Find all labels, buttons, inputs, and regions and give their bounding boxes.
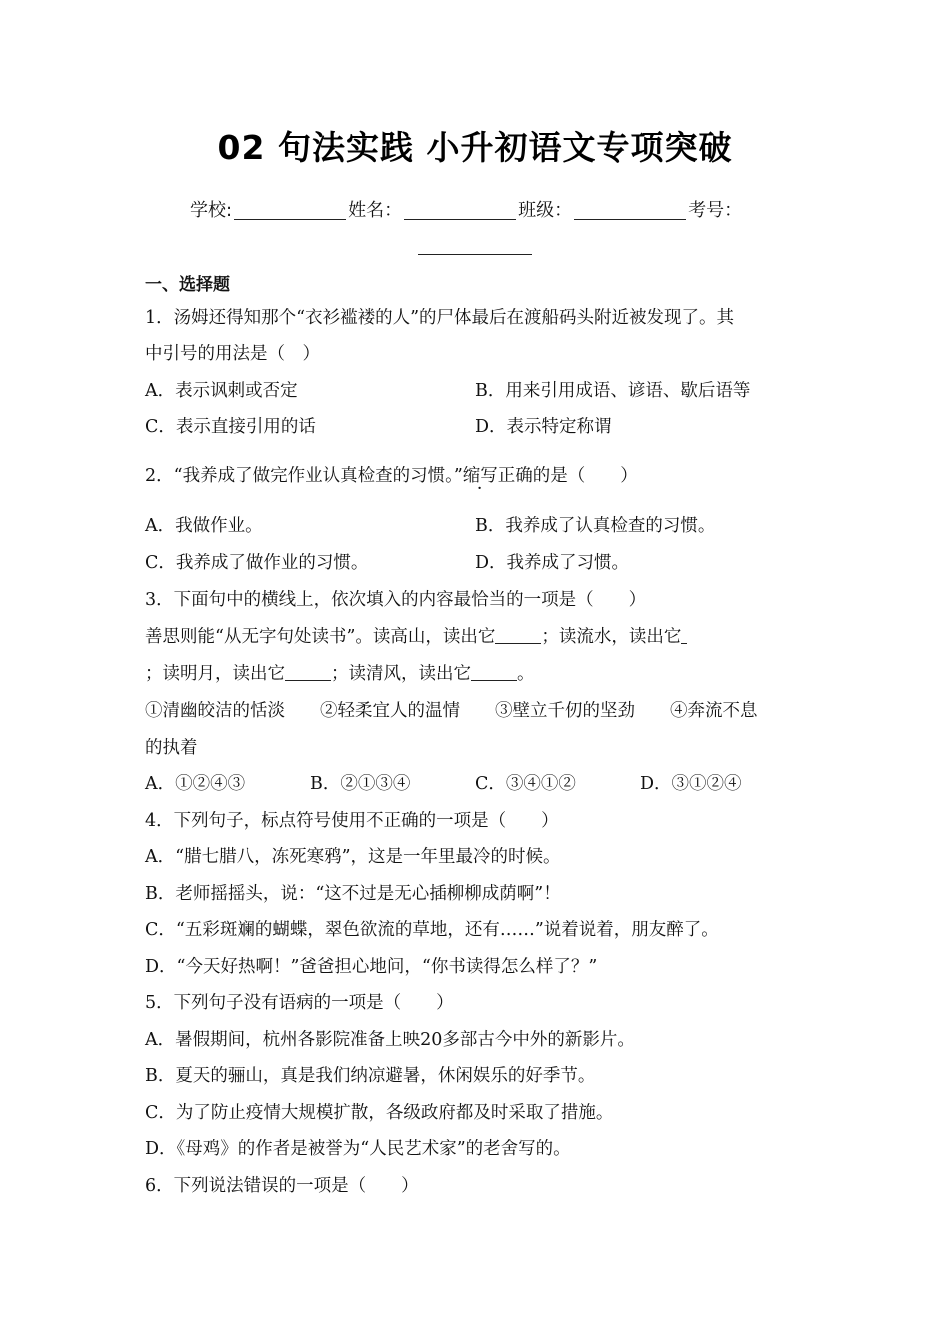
q1-option-d[interactable]: D．表示特定称谓 bbox=[475, 417, 612, 437]
class-blank[interactable] bbox=[574, 201, 686, 220]
q2-option-c[interactable]: C．我养成了做作业的习惯。 bbox=[145, 553, 369, 573]
section-heading: 一、选择题 bbox=[145, 275, 230, 295]
q2-option-d[interactable]: D．我养成了习惯。 bbox=[475, 553, 630, 573]
q3-option-a[interactable]: A．①②④③ bbox=[145, 774, 246, 794]
q4-option-b[interactable]: B．老师摇摇头，说：“这不过是无心插柳柳成荫啊”！ bbox=[145, 884, 561, 904]
q2-stem bbox=[145, 465, 638, 487]
q3-text: 善思则能“从无字句处读书”。读高山，读出它 bbox=[145, 627, 496, 647]
q3-stem-line2 bbox=[145, 626, 687, 648]
q5-option-a[interactable]: A．暑假期间，杭州各影院准备上映20多部古今中外的新影片。 bbox=[145, 1030, 635, 1050]
q1-option-c[interactable]: C．表示直接引用的话 bbox=[145, 417, 316, 437]
q1-option-b[interactable]: B．用来引用成语、谚语、歇后语等 bbox=[475, 381, 751, 401]
q1-option-a[interactable]: A．表示讽刺或否定 bbox=[145, 381, 298, 401]
q2-stem-emphasis: 缩写 bbox=[462, 466, 498, 486]
q3-option-d[interactable]: D．③①②④ bbox=[640, 774, 742, 794]
q5-stem: 5．下列句子没有语病的一项是（ ） bbox=[145, 993, 454, 1013]
q2-option-b[interactable]: B．我养成了认真检查的习惯。 bbox=[475, 516, 716, 536]
number-label: 考号： bbox=[688, 200, 743, 221]
page-title: 02 句法实践 小升初语文专项突破 bbox=[217, 128, 733, 167]
q3-text: 。 bbox=[517, 664, 535, 684]
q4-option-c[interactable]: C．“五彩斑斓的蝴蝶，翠色欲流的草地，还有……”说着说着，朋友醉了。 bbox=[145, 920, 719, 940]
q3-text: ；读明月，读出它 bbox=[145, 664, 285, 684]
q3-blank-2[interactable] bbox=[681, 627, 687, 644]
q3-choices-line2: 的执着 bbox=[145, 738, 198, 758]
student-info-line bbox=[190, 196, 790, 222]
q3-option-b[interactable]: B．②①③④ bbox=[310, 774, 411, 794]
school-blank[interactable] bbox=[234, 201, 346, 220]
q4-option-d[interactable]: D．“今天好热啊！”爸爸担心地问，“你书读得怎么样了？” bbox=[145, 957, 598, 977]
q2-stem-post: 正确的是（ ） bbox=[497, 466, 638, 486]
q3-text: ；读流水，读出它 bbox=[541, 627, 682, 647]
q5-option-c[interactable]: C．为了防止疫情大规模扩散，各级政府都及时采取了措施。 bbox=[145, 1103, 614, 1123]
q1-stem-line2: 中引号的用法是（ ） bbox=[145, 344, 320, 364]
q5-option-b[interactable]: B．夏天的骊山，真是我们纳凉避暑，休闲娱乐的好季节。 bbox=[145, 1066, 596, 1086]
q3-option-c[interactable]: C．③④①② bbox=[475, 774, 576, 794]
q2-option-a[interactable]: A．我做作业。 bbox=[145, 516, 263, 536]
number-blank[interactable] bbox=[418, 236, 532, 255]
name-blank[interactable] bbox=[404, 201, 516, 220]
q5-option-d[interactable]: D．《母鸡》的作者是被誉为“人民艺术家”的老舍写的。 bbox=[145, 1139, 571, 1159]
q3-text: ；读清风，读出它 bbox=[331, 664, 471, 684]
q3-stem-line1: 3．下面句中的横线上，依次填入的内容最恰当的一项是（ ） bbox=[145, 590, 647, 610]
q4-stem: 4．下列句子，标点符号使用不正确的一项是（ ） bbox=[145, 811, 559, 831]
q6-stem: 6．下列说法错误的一项是（ ） bbox=[145, 1176, 419, 1196]
class-label: 班级： bbox=[518, 200, 573, 221]
q2-stem-pre: 2．“我养成了做完作业认真检查的习惯。” bbox=[145, 466, 463, 486]
q3-choices-line: ①清幽皎洁的恬淡 ②轻柔宜人的温情 ③壁立千仞的坚劲 ④奔流不息 bbox=[145, 701, 758, 721]
q3-stem-line3 bbox=[145, 663, 535, 685]
q3-blank-3[interactable] bbox=[285, 664, 331, 681]
q3-blank-4[interactable] bbox=[471, 664, 517, 681]
school-label: 学校: bbox=[190, 200, 233, 221]
q1-stem-line1: 1．汤姆还得知那个“衣衫褴褛的人”的尸体最后在渡船码头附近被发现了。其 bbox=[145, 308, 735, 328]
q4-option-a[interactable]: A．“腊七腊八，冻死寒鸦”，这是一年里最冷的时候。 bbox=[145, 847, 561, 867]
name-label: 姓名： bbox=[348, 200, 403, 221]
q3-blank-1[interactable] bbox=[495, 627, 541, 644]
